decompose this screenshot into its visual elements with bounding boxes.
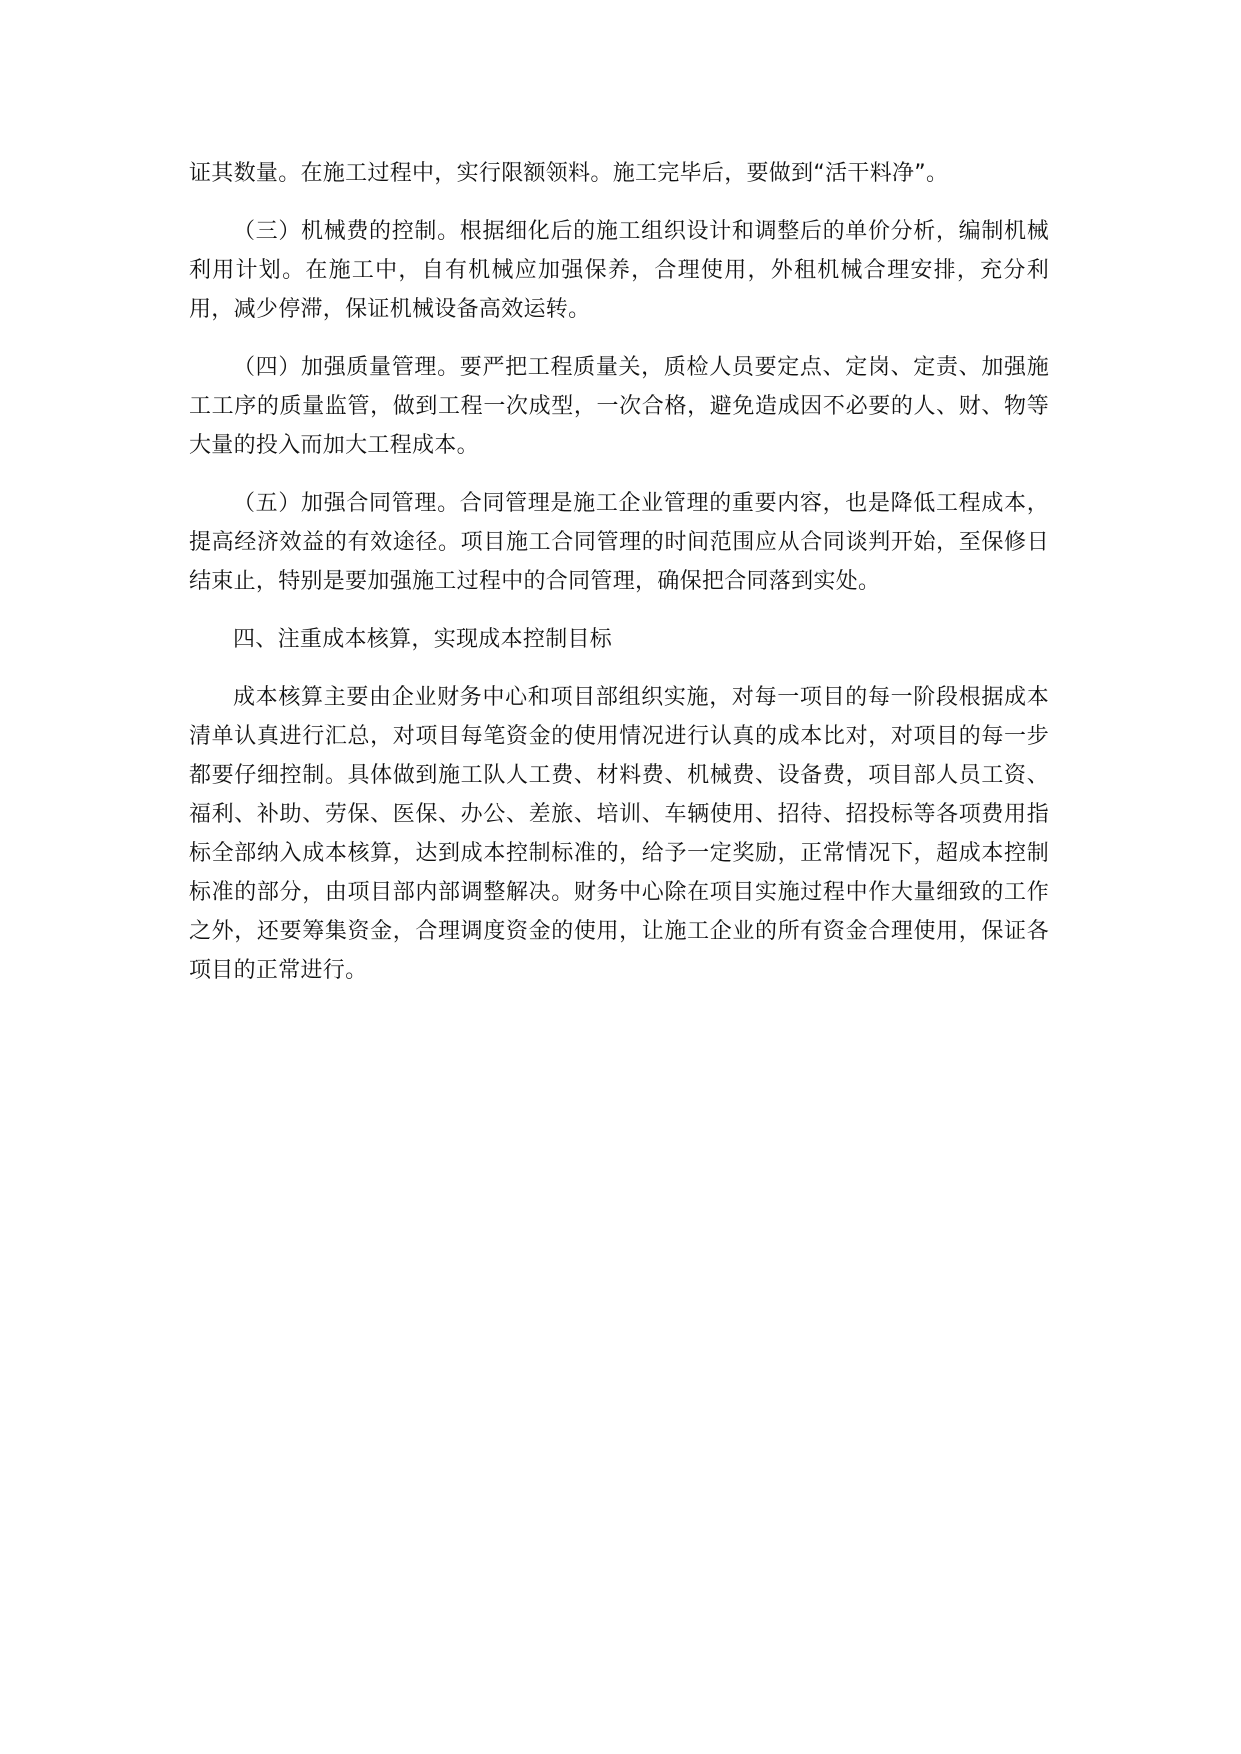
paragraph-continuation: 证其数量。在施工过程中，实行限额领料。施工完毕后，要做到“活干料净”。: [189, 161, 949, 186]
paragraph-quality-management: （四）加强质量管理。要严把工程质量关，质检人员要定点、定岗、定责、加强施工工序的质量监管，做到工程一次成型，一次合格，避免造成因不必要的人、财、物等大量的投入而加大工程成本。: [189, 355, 1049, 458]
paragraph-cost-accounting: 成本核算主要由企业财务中心和项目部组织实施，对每一项目的每一阶段根据成本清单认真进行汇总，对项目每笔资金的使用情况进行认真的成本比对，对项目的每一步都要仔细控制。具体做到施工队人工费、材料费、机械费、设备费，项目部人员工资、福利、补助、劳保、医保、办公、差旅、培训、车辆使用、招待、招投标等各项费用指标全部纳入成本核算，达到成本控制标准的，给予一定奖励，正常情况下，超成本控制标准的部分，由项目部内部调整解决。财务中心除在项目实施过程中作大量细致的工作之外，还要筹集资金，合理调度资金的使用，让施工企业的所有资金合理使用，保证各项目的正常进行。: [189, 685, 1049, 983]
section-heading-cost-accounting: 四、注重成本核算，实现成本控制目标: [233, 627, 613, 652]
paragraph-machinery-cost: （三）机械费的控制。根据细化后的施工组织设计和调整后的单价分析，编制机械利用计划。在施工中，自有机械应加强保养，合理使用，外租机械合理安排，充分利用，减少停滞，保证机械设备高效运转。: [189, 219, 1049, 322]
document-body: [189, 154, 1049, 1009]
paragraph-contract-management: （五）加强合同管理。合同管理是施工企业管理的重要内容，也是降低工程成本，提高经济效益的有效途径。项目施工合同管理的时间范围应从合同谈判开始，至保修日结束止，特别是要加强施工过程中的合同管理，确保把合同落到实处。: [189, 491, 1049, 594]
